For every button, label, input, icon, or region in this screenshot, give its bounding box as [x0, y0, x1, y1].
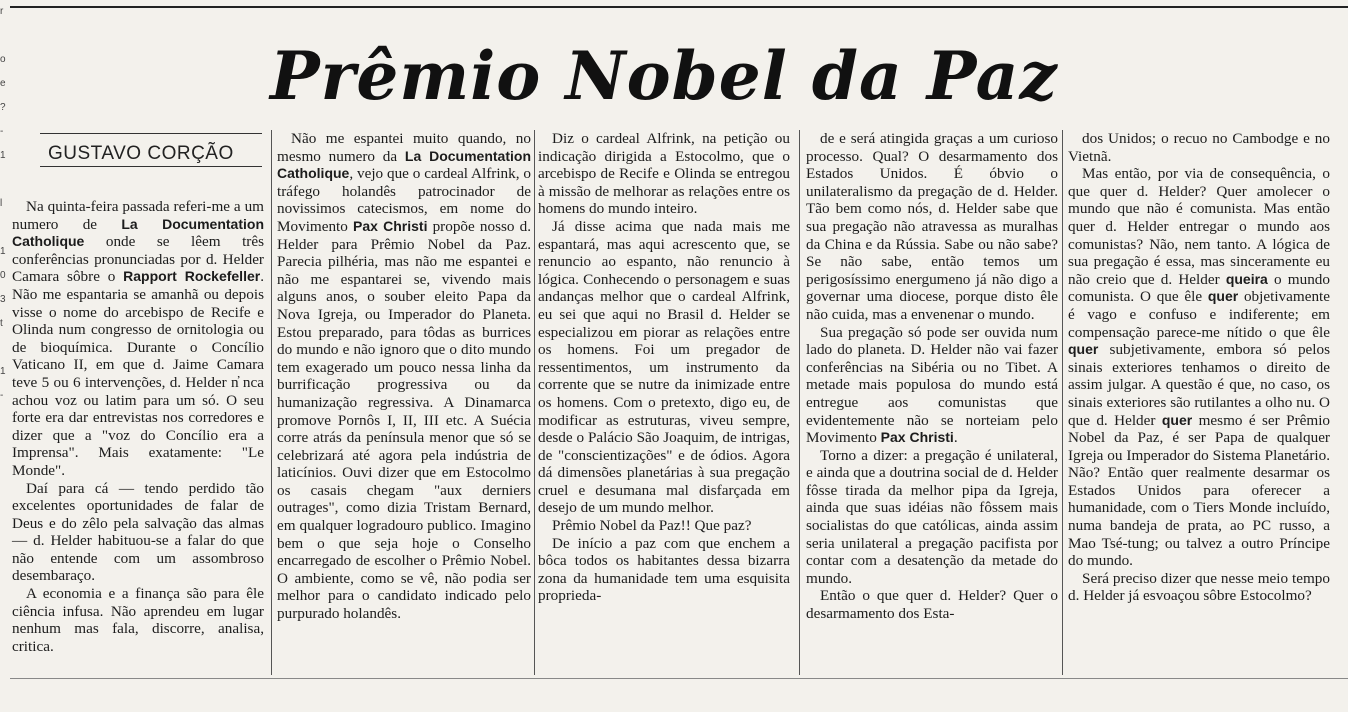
paragraph: Daí para cá — tendo perdido tão excelentes oportunidades de falar de Deus e do zêlo pela salvação das almas — d. Helder habituou-se a falar do que não entende com um assombroso desembaraço. — [12, 479, 264, 585]
paragraph: Não me espantei muito quando, no mesmo numero da La Documentation Catholique, vejo que o cardeal Alfrink, o tráfego holandês patrocinador de novissimos catecismos, em nome do Movimento Pax Christi propõe nosso d. Helder para Prêmio Nobel da Paz. Parecia pilhéria, mas não me espantei e não me espantarei se, vivendo mais alguns anos, o souber eleito Papa da Nova Igreja, ou Imperador do Planeta. Estou preparado, para tôdas as burrices do mundo e não ignoro que o dito mundo tem exagerado um pouco nessa linha da burrificação progressiva ou da humanização regressiva. A Dinamarca promove Pornôs I, II, III etc. A Suécia corre atrás da península menor que só se celebrizará até agora pela indústria de laticínios. Ouvi dizer que em Estocolmo os casais chegam "aux derniers outrages", como dizia Tristam Bernard, em qualquer logradouro publico. Imagino bem o que seja hoje o Conselho encarregado de escolher o Prêmio Nobel. O ambiente, como se vê, não podia ser melhor para o candidato indicado pelo purpurado holandês. — [277, 130, 532, 623]
margin-fragment — [0, 408, 12, 432]
bold-term: Pax Christi — [880, 429, 954, 446]
headline: Prêmio Nobel da Paz — [270, 37, 1058, 115]
paragraph: Sua pregação só pode ser ouvida num lado do planeta. D. Helder não vai fazer conferências na Sibéria ou no Tibet. A metade mais populosa do mundo está entregue aos comunistas que evidentemente não se norteiam pelo Movimento Pax Christi. — [806, 323, 1058, 447]
margin-fragment: 1 — [0, 246, 6, 257]
bold-term: La Documentation Catholique — [12, 215, 264, 250]
paragraph: Na quinta-feira passada referi-me a um numero de La Documentation Catholique onde se lêem três conferências pronunciadas por d. Helder Camara sôbre o Rapport Rockefeller. Não me espantaria se amanhã ou depois visse o nome do arcebispo de Recife e Olinda num congresso de ornitologia ou de bioquímica. Durante o Concílio Vaticano II, em que d. Jaime Camara teve 5 ou 6 intervenções, d. Helder n̓ nca achou voz ou latim para um só. O seu forte era dar entrevistas nos corredores e dizer que a "voz do Concílio era a Imprensa". Mais exatamente: "Le Monde". — [12, 198, 264, 479]
column-divider — [271, 130, 272, 675]
margin-fragment — [0, 576, 12, 600]
margin-fragment: e — [0, 78, 6, 89]
margin-fragment: r — [0, 6, 4, 17]
margin-fragment — [0, 504, 12, 528]
margin-fragment: 1 — [0, 150, 6, 161]
bottom-rule — [10, 678, 1348, 679]
column-divider — [799, 130, 800, 675]
column-3 — [538, 130, 790, 605]
bold-term: Rapport Rockefeller — [123, 268, 261, 285]
margin-fragment: - — [0, 126, 4, 137]
column-4 — [806, 130, 1058, 623]
margin-fragment — [0, 216, 12, 240]
paragraph: Diz o cardeal Alfrink, na petição ou indicação dirigida a Estocolmo, que o arcebispo de Recife e Olinda se entregou à missão de melhorar as relações entre os homens do mundo inteiro. — [538, 130, 790, 218]
margin-fragment: 1 — [0, 366, 6, 377]
column-divider — [1062, 130, 1063, 675]
bold-term: quer — [1161, 411, 1193, 428]
author-byline: GUSTAVO CORÇÃO — [48, 143, 234, 164]
paragraph: Já disse acima que nada mais me espantará, mas aqui acrescento que, se renuncio ao espanto, não renuncio à lógica. Conhecendo o personagem e suas andanças melhor que o cardeal Alfrink, eu sei que aqui no Brasil d. Helder se especializou em piorar as relações entre os homens. Foi um pregador de ressentimentos, um instrumento da corrente que se nutre da inimizade entre os homens. Com o pretexto, digo eu, de modificar as estruturas, viveu sempre, desde o Palácio São Joaquim, de intrigas, de "conscientizações" e de ódios. Agora dá dimensões planetárias à sua pregação cruel e desumana mal disfarçada em desejo de um mundo melhor. — [538, 217, 790, 517]
margin-fragment: ? — [0, 102, 6, 113]
margin-fragment — [0, 432, 12, 456]
margin-fragment: t — [0, 318, 3, 329]
margin-fragment — [0, 552, 12, 576]
margin-fragment — [0, 168, 12, 192]
paragraph: Torno a dizer: a pregação é unilateral, e ainda que a doutrina social de d. Helder fôsse tirada da melhor pipa da Igreja, ainda que suas idéias não fôssem mais socialistas do que católicas, ainda assim seria unilateral a pregação pacifista por contar com a desatenção da metade do mundo. — [806, 446, 1058, 587]
margin-fragment — [0, 24, 12, 48]
margin-fragment — [0, 336, 12, 360]
bold-term: La Documentation Catholique — [277, 147, 531, 182]
paragraph: Prêmio Nobel da Paz!! Que paz? — [552, 517, 752, 535]
margin-fragment: o — [0, 54, 6, 65]
margin-fragment: 3 — [0, 294, 6, 305]
paragraph: Mas então, por via de consequência, o que quer d. Helder? Quer amolecer o mundo que não é comunista. Mas então quer d. Helder entregar o mundo aos comunistas? Não, nem tanto. A lógica de sua pregação é essa, mas sinceramente eu não creio que d. Helder queira o mundo comunista. O que êle quer objetivamente é vago e confuso e indiferente; em compensação parece-me nítido o que êle quer subjetivamente, embora só pelos sinais exteriores tenhamos o direito de assim julgar. A questão é que, no caso, os sinais exteriores são rutilantes a olho nu. O que d. Helder quer mesmo é ser Prêmio Nobel da Paz, é ser Papa de qualquer Igreja ou Imperador do Sistema Planetário. Não? Então quer realmente desarmar os Estados Unidos para oferecer a humanidade, com o Tiers Monde incluído, numa bandeja de prata, ao PC russo, a Mao Tsé-tung; ou talvez a outro Príncipe do mundo. — [1068, 165, 1331, 570]
left-margin-fragments — [0, 0, 12, 712]
bold-term: queira — [1225, 270, 1268, 287]
column-5 — [1068, 130, 1330, 605]
margin-fragment — [0, 480, 12, 504]
margin-fragment — [0, 456, 12, 480]
column-2 — [277, 130, 531, 623]
paragraph: Então o que quer d. Helder? Quer o desarmamento dos Esta- — [806, 587, 1058, 623]
margin-fragment: - — [0, 390, 4, 401]
paragraph: Será preciso dizer que nesse meio tempo d. Helder já esvoaçou sôbre Estocolmo? — [1068, 569, 1330, 605]
column-1 — [12, 198, 264, 655]
paragraph: dos Unidos; o recuo no Cambodge e no Vietnã. — [1068, 130, 1330, 165]
bold-term: quer — [1207, 288, 1239, 305]
bold-term: quer — [1068, 341, 1099, 358]
bold-term: Pax Christi — [353, 217, 428, 234]
paragraph: De início a paz com que enchem a bôca todos os habitantes dessa bizarra zona da humanidade tem uma esquisita proprieda- — [538, 534, 790, 605]
top-rule — [10, 6, 1348, 8]
column-divider — [534, 130, 535, 675]
margin-fragment: 0 — [0, 270, 6, 281]
paragraph: A economia e a finança são para êle ciência infusa. Não aprendeu em lugar nenhum mas fala, discorre, analisa, critica. — [12, 585, 264, 655]
paragraph: de e será atingida graças a um curioso processo. Qual? O desarmamento dos Estados Unidos. É óbvio o unilateralismo da pregação de d. Helder. Tão bem como nós, d. Helder sabe que sua pregação não atravessa as muralhas da China e da Rússia. Sabe ou não sabe? Se não sabe, então temos um perigosíssimo energumeno já não digo a governar uma diocese, porque disto êle não cuida, mas a envenenar o mundo. — [806, 130, 1058, 323]
margin-fragment: l — [0, 198, 3, 209]
margin-fragment — [0, 528, 12, 552]
